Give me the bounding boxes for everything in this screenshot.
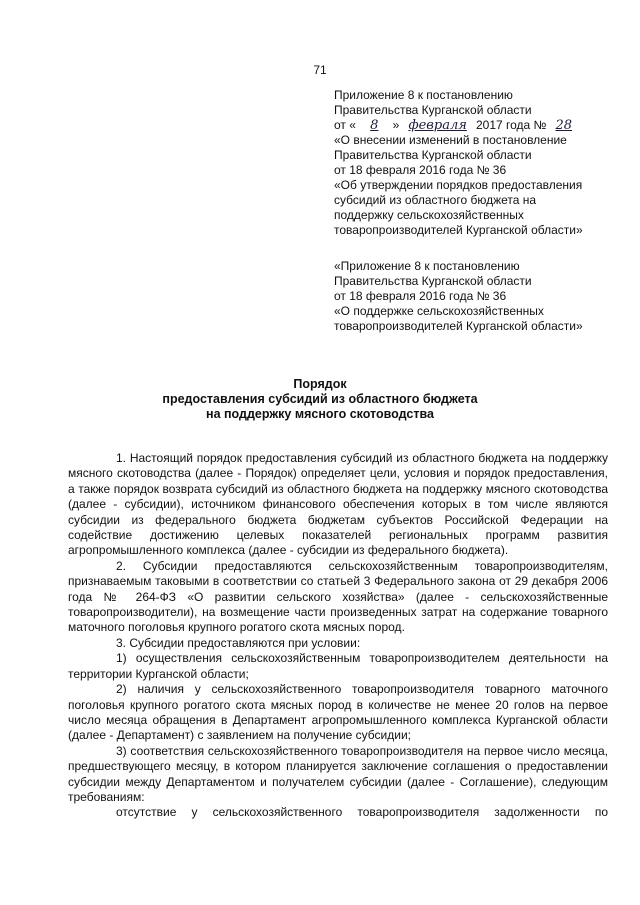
appendix-line: поддержку сельскохозяйственных [334, 208, 524, 222]
appendix-line: «О поддержке сельскохозяйственных [334, 304, 544, 318]
paragraph: отсутствие у сельскохозяйственного товаропроизводителя задолженности по [116, 805, 608, 820]
appendix-line: Правительства Курганской области [334, 148, 532, 162]
appendix-line: товаропроизводителей Курганской области» [334, 223, 583, 237]
document-title [0, 377, 640, 422]
date-number-handwritten: 28 [555, 118, 573, 133]
appendix-line: «О внесении изменений в постановление [334, 133, 567, 147]
paragraph: 3. Субсидии предоставляются при условии: [116, 635, 361, 650]
paragraph: 3) соответствия сельскохозяйственного товаропроизводителя на первое число месяца, предшествующего месяцу, в котором планируется заключение соглашения о предоставлении субсидии между Департаментом и получателем субсидии (далее - Соглашение), следующим требованиям: [68, 743, 608, 804]
paragraph: 1. Настоящий порядок предоставления субсидий из областного бюджета на поддержку мясного скотоводства (далее - Порядок) определяет цели, условия и порядок предоставления, а также порядок возврата субсидий из областного бюджета на поддержку мясного скотоводства (далее - субсидии), источником финансового обеспечения которых в том числе являются субсидии из федерального бюджета бюджетам субъектов Российской Федерации на содействие достижению целевых показателей региональных программ развития агропромышленного комплекса (далее - субсидии из федерального бюджета). [68, 451, 608, 558]
appendix-line: товаропроизводителей Курганской области» [334, 319, 583, 333]
appendix-header-original [334, 259, 626, 334]
appendix-line: от 18 февраля 2016 года № 36 [334, 163, 507, 177]
appendix-line: субсидий из областного бюджета на [334, 193, 537, 207]
appendix-line: «Приложение 8 к постановлению [334, 259, 520, 273]
appendix-date-line [334, 118, 626, 133]
date-mid: » [392, 118, 400, 132]
date-year: 2017 года № [475, 118, 547, 132]
appendix-header [334, 88, 626, 238]
appendix-line: Правительства Курганской области [334, 274, 532, 288]
title-line: Порядок [293, 377, 347, 391]
appendix-line: Приложение 8 к постановлению [334, 88, 513, 102]
date-month-handwritten: февраля [408, 118, 467, 133]
appendix-line: «Об утверждении порядков предоставления [334, 178, 583, 192]
paragraph: 1) осуществления сельскохозяйственным товаропроизводителем деятельности на территории Курганской области; [68, 651, 608, 681]
paragraph: 2. Субсидии предоставляются сельскохозяйственным товаропроизводителям, признаваемым таковыми в соответствии со статьей 3 Федерального закона от 29 декабря 2006 года № 264-ФЗ «О развитии сельского хозяйства» (далее - сельскохозяйственные товаропроизводители), на возмещение части произведенных затрат на содержание товарного маточного поголовья крупного рогатого скота мясных пород. [68, 558, 608, 635]
date-prefix: от « [334, 118, 356, 132]
document-body [68, 451, 608, 821]
title-line: на поддержку мясного скотоводства [206, 407, 434, 421]
date-day-handwritten: 8 [370, 118, 379, 133]
appendix-line: от 18 февраля 2016 года № 36 [334, 289, 507, 303]
paragraph: 2) наличия у сельскохозяйственного товаропроизводителя товарного маточного поголовья крупного рогатого скота мясных пород в количестве не менее 20 голов на первое число месяца обращения в Департамент агропромышленного комплекса Курганской области (далее - Департамент) с заявлением на получение субсидии; [68, 682, 608, 743]
page-number: 71 [313, 63, 327, 77]
appendix-line: Правительства Курганской области [334, 103, 532, 117]
title-line: предоставления субсидий из областного бюджета [162, 392, 478, 406]
